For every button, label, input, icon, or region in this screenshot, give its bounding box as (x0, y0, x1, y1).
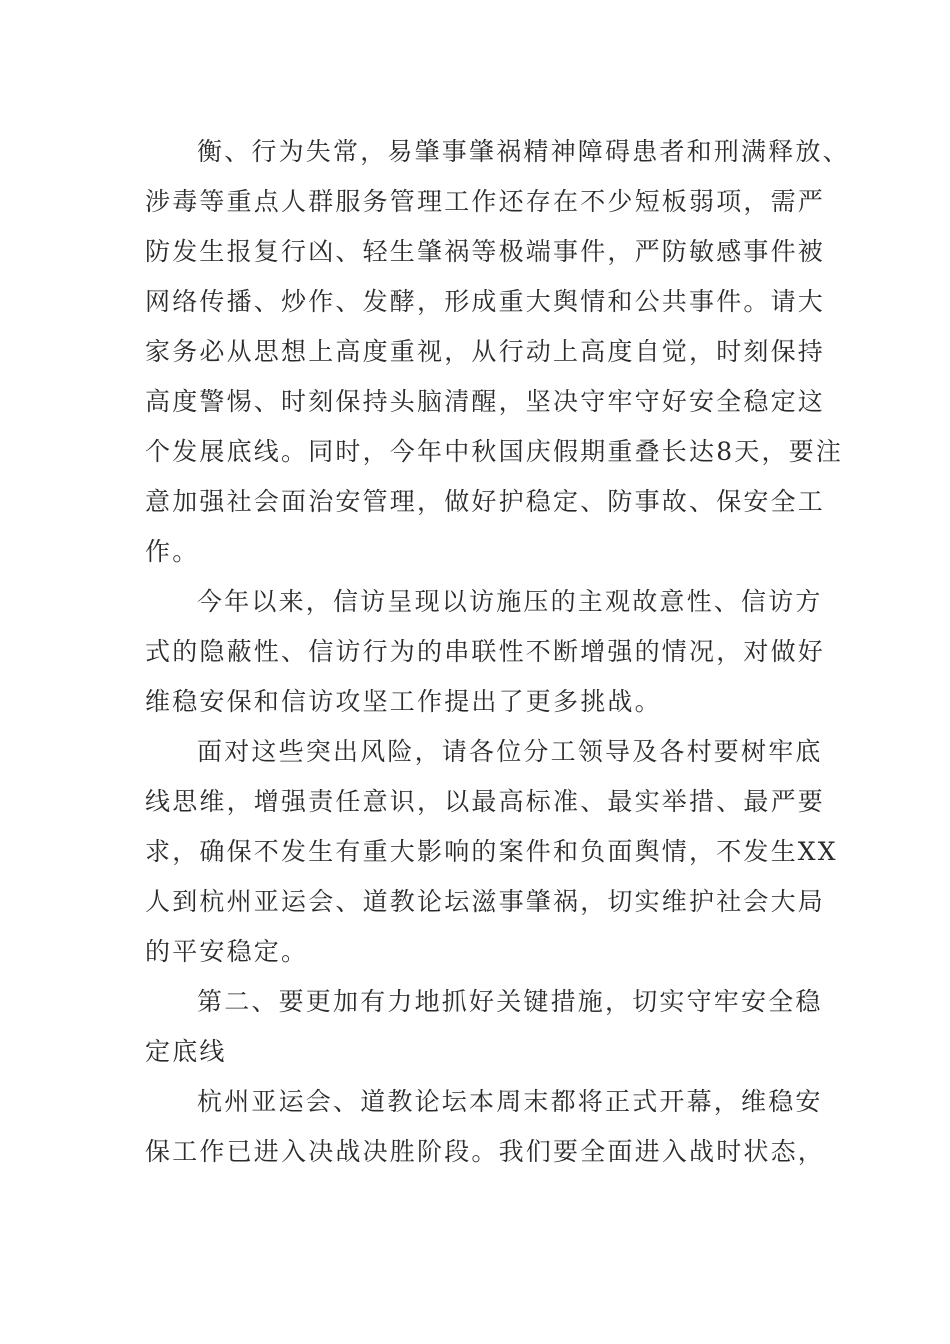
text-line: 求，确保不发生有重大影响的案件和负面舆情，不发生XX (145, 837, 838, 866)
text-line: 维稳安保和信访攻坚工作提出了更多挑战。 (145, 687, 662, 716)
text-line: 意加强社会面治安管理，做好护稳定、防事故、保安全工 (145, 487, 826, 516)
text-line: 人到杭州亚运会、道教论坛滋事肇祸，切实维护社会大局 (145, 887, 826, 916)
text-line: 保工作已进入决战决胜阶段。我们要全面进入战时状态， (145, 1137, 826, 1166)
text-line: 面对这些突出风险，请各位分工领导及各村要树牢底 (197, 737, 823, 766)
text-line: 网络传播、炒作、发酵，形成重大舆情和公共事件。请大 (145, 287, 826, 316)
text-line: 今年以来，信访呈现以访施压的主观故意性、信访方 (197, 587, 823, 616)
text-line: 高度警惕、时刻保持头脑清醒，坚决守牢守好安全稳定这 (145, 387, 826, 416)
text-line: 衡、行为失常，易肇事肇祸精神障碍患者和刑满释放、 (197, 137, 850, 166)
text-line: 防发生报复行凶、轻生肇祸等极端事件，严防敏感事件被 (145, 237, 826, 266)
section-heading-line: 定底线 (145, 1037, 227, 1066)
text-line: 涉毒等重点人群服务管理工作还存在不少短板弱项，需严 (145, 187, 826, 216)
text-line: 作。 (145, 537, 200, 566)
text-line: 的平安稳定。 (145, 937, 309, 966)
text-line: 个发展底线。同时，今年中秋国庆假期重叠长达8天，要注 (145, 437, 844, 466)
text-line: 线思维，增强责任意识，以最高标准、最实举措、最严要 (145, 787, 826, 816)
text-line: 杭州亚运会、道教论坛本周末都将正式开幕，维稳安 (197, 1087, 823, 1116)
text-line: 家务必从思想上高度重视，从行动上高度自觉，时刻保持 (145, 337, 826, 366)
text-line: 式的隐蔽性、信访行为的串联性不断增强的情况，对做好 (145, 637, 826, 666)
section-heading-line: 第二、要更加有力地抓好关键措施，切实守牢安全稳 (197, 987, 823, 1016)
